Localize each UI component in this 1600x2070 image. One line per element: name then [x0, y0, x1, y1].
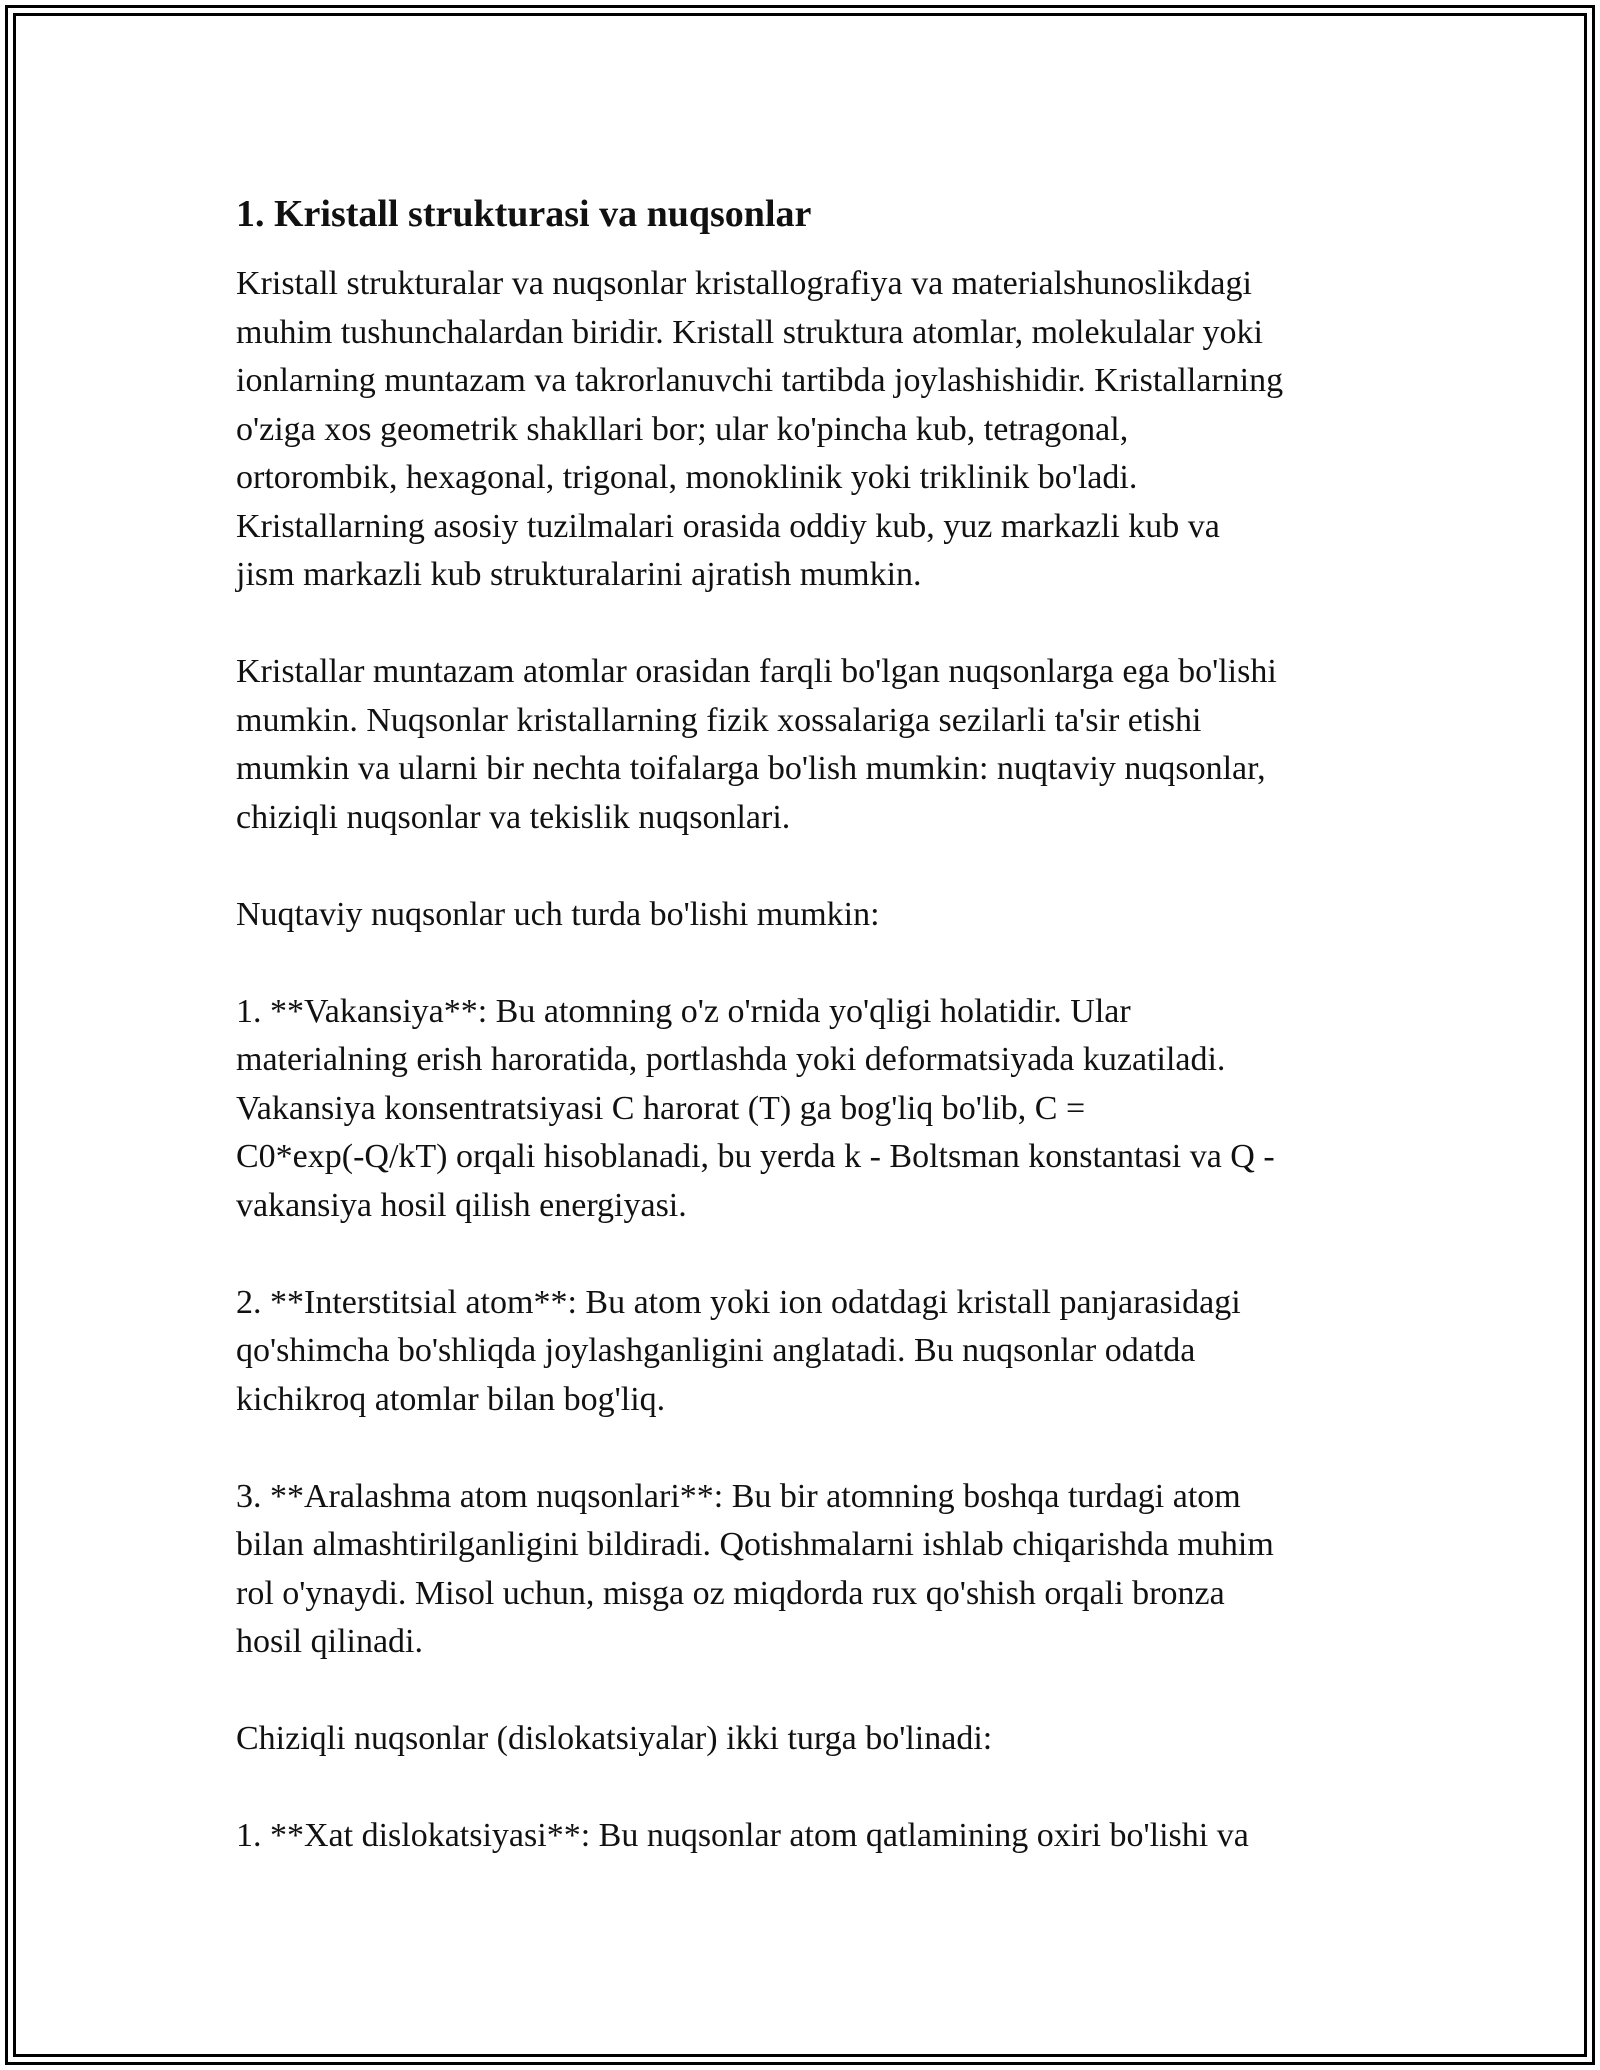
text-line: vakansiya hosil qilish energiyasi.	[236, 1186, 687, 1224]
text-line: chiziqli nuqsonlar va tekislik nuqsonlari.	[236, 798, 791, 836]
text-line: materialning erish haroratida, portlashda yoki deformatsiyada kuzatiladi.	[236, 1041, 1226, 1078]
text-line: qo'shimcha bo'shliqda joylashganligini anglatadi. Bu nuqsonlar odatda	[236, 1332, 1196, 1369]
paragraph-intro	[236, 260, 1386, 600]
text-line: muhim tushunchalardan biridir. Kristall struktura atomlar, molekulalar yoki	[236, 313, 1263, 351]
text-line: Vakansiya konsentratsiyasi C harorat (T) ga bog'liq bo'lib, C =	[236, 1089, 1086, 1127]
section-heading: 1. Kristall strukturasi va nuqsonlar	[236, 193, 812, 235]
text-line: Kristallar muntazam atomlar orasidan farqli bo'lgan nuqsonlarga ega bo'lishi	[236, 653, 1277, 690]
text-line: 2. **Interstitsial atom**: Bu atom yoki ion odatdagi kristall panjarasidagi	[236, 1283, 1241, 1321]
text-line: 1. **Vakansiya**: Bu atomning o'z o'rnida yo'qligi holatidir. Ular	[236, 992, 1131, 1030]
text-line: Kristallarning asosiy tuzilmalari orasida oddiy kub, yuz markazli kub va	[236, 507, 1220, 545]
text-line: kichikroq atomlar bilan bog'liq.	[236, 1380, 666, 1418]
text-line: 3. **Aralashma atom nuqsonlari**: Bu bir atomning boshqa turdagi atom	[236, 1477, 1241, 1515]
text-line: o'ziga xos geometrik shakllari bor; ular ko'pincha kub, tetragonal,	[236, 410, 1129, 448]
document-body	[236, 188, 1386, 1909]
list-item-edge-dislocation	[236, 1812, 1386, 1861]
text-line: Chiziqli nuqsonlar (dislokatsiyalar) ikki turga bo'linadi:	[236, 1720, 993, 1757]
list-item-substitutional	[236, 1473, 1386, 1667]
text-line: mumkin. Nuqsonlar kristallarning fizik xossalariga sezilarli ta'sir etishi	[236, 701, 1202, 739]
text-line: rol o'ynaydi. Misol uchun, misga oz miqdorda rux qo'shish orqali bronza	[236, 1574, 1225, 1612]
text-line: Nuqtaviy nuqsonlar uch turda bo'lishi mumkin:	[236, 895, 880, 933]
list-item-interstitial	[236, 1279, 1386, 1425]
text-line: hosil qilinadi.	[236, 1623, 423, 1660]
text-line: ortorombik, hexagonal, trigonal, monoklinik yoki triklinik bo'ladi.	[236, 459, 1138, 496]
text-line: jism markazli kub strukturalarini ajratish mumkin.	[236, 556, 922, 593]
text-line: bilan almashtirilganligini bildiradi. Qotishmalarni ishlab chiqarishda muhim	[236, 1526, 1274, 1563]
paragraph-line-defects-intro	[236, 1715, 1386, 1764]
text-line: mumkin va ularni bir nechta toifalarga bo'lish mumkin: nuqtaviy nuqsonlar,	[236, 750, 1266, 787]
text-line: ionlarning muntazam va takrorlanuvchi tartibda joylashishidir. Kristallarning	[236, 362, 1284, 399]
paragraph-point-defects-intro	[236, 891, 1386, 940]
text-line: 1. **Xat dislokatsiyasi**: Bu nuqsonlar atom qatlamining oxiri bo'lishi va	[236, 1817, 1249, 1854]
paragraph-defects	[236, 648, 1386, 842]
text-line: C0*exp(-Q/kT) orqali hisoblanadi, bu yerda k - Boltsman konstantasi va Q -	[236, 1138, 1275, 1175]
list-item-vacancy	[236, 988, 1386, 1231]
text-line: Kristall strukturalar va nuqsonlar kristallografiya va materialshunoslikdagi	[236, 265, 1252, 302]
